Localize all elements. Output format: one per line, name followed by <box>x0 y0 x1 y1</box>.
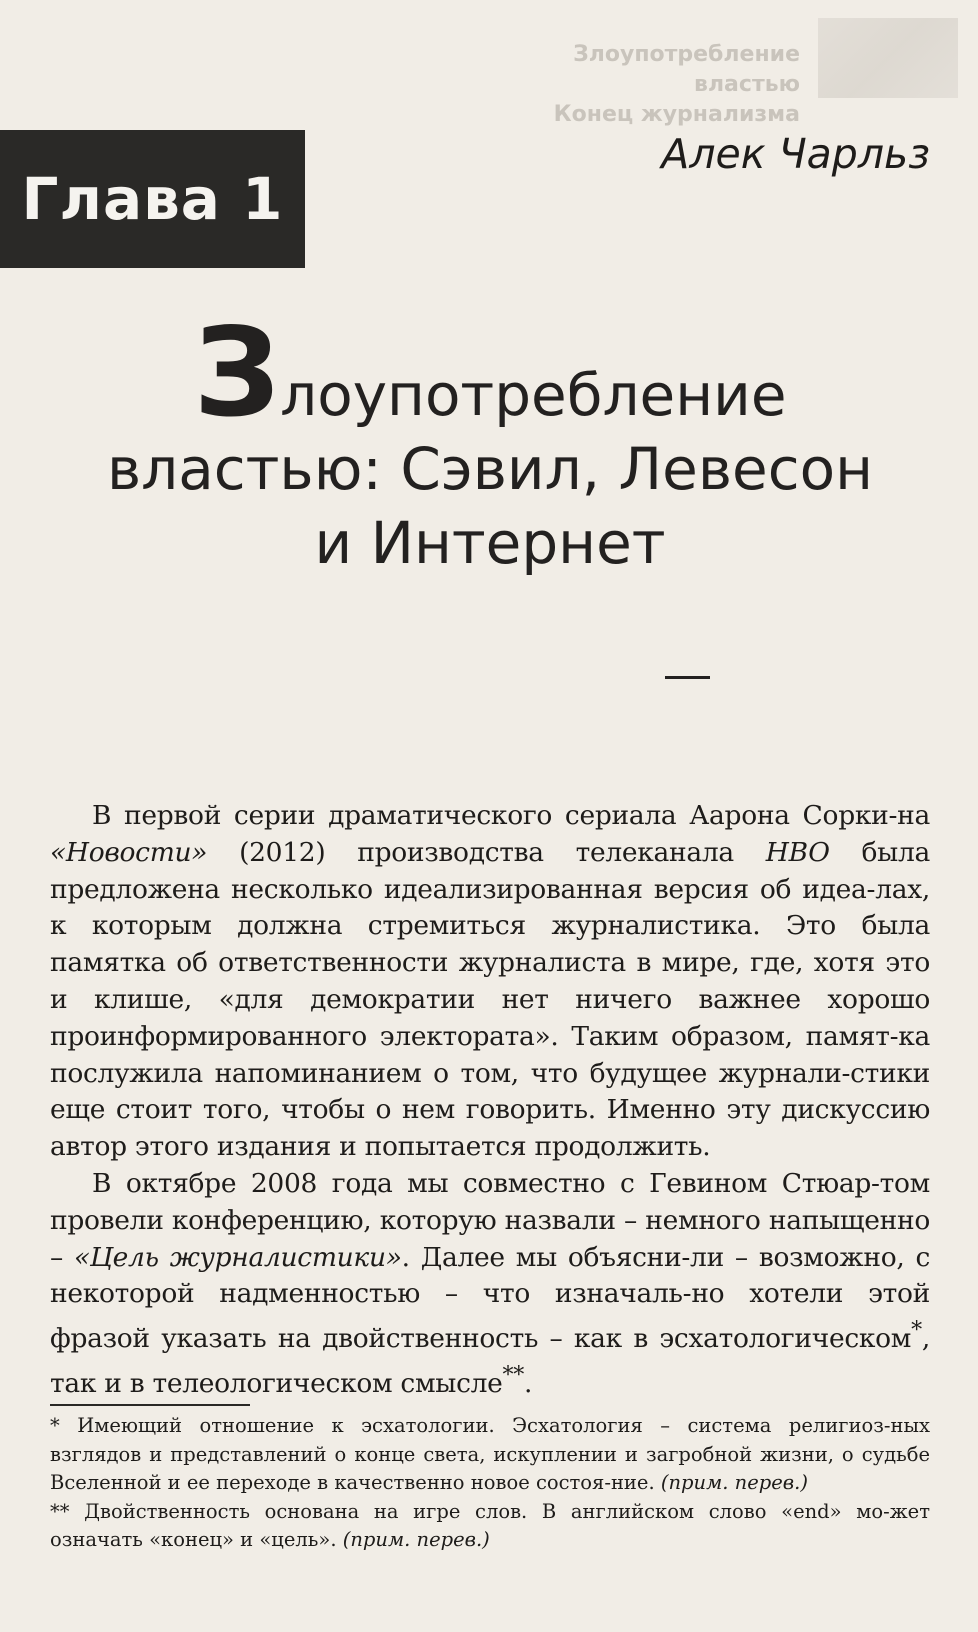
p1-italic-2: HBO <box>765 836 830 868</box>
footnote-1 <box>50 1412 930 1498</box>
title-line-2: властью: Сэвил, Левесон <box>106 435 874 503</box>
footnote-separator <box>50 1404 250 1406</box>
chapter-banner <box>0 130 305 268</box>
footnote-2 <box>50 1498 930 1555</box>
footnote-marker-2: ** <box>502 1362 525 1388</box>
p1-text-3: была предложена несколько идеализированная версия об идеа-лах, к которым должна стремиться журналистика. Это была памятка об ответственности журналиста в мире, где, хотя это и клише, «для демократии нет ничего важнее хорошо проинформированного электората». Таким образом, памят-ка послужила напоминанием о том, что будущее журнали-стики еще стоит того, чтобы о нем говорить. Именно эту дискуссию автор этого издания и попытается продолжить. <box>50 836 930 1163</box>
author-name: Алек Чарльз <box>661 130 930 178</box>
p2-text-3: , так и в телеологическом смысле <box>50 1322 930 1399</box>
p1-italic-1: «Новости» <box>50 836 208 868</box>
chapter-title <box>40 302 940 580</box>
title-line-1-rest: лоупотребление <box>280 361 787 429</box>
running-header-image <box>818 18 958 98</box>
title-line-3: и Интернет <box>314 509 666 577</box>
p1-text-2: (2012) производства телеканала <box>207 836 766 868</box>
running-header-line-2: Конец журнализма <box>553 102 800 127</box>
p2-text-1: В октябре 2008 года мы совместно с Гевином Стюар-том провели конференцию, которую назвали – немного напыщенно – <box>50 1167 930 1273</box>
running-header-line-1: Злоупотребление властью <box>573 42 800 97</box>
running-header <box>460 40 800 130</box>
title-dropcap: З <box>193 302 281 444</box>
footnotes <box>50 1412 930 1555</box>
footnote-2-text: ** Двойственность основана на игре слов. В английском слово «end» мо-жет означать «конец» и «цель». <box>50 1499 930 1551</box>
footnote-1-text: * Имеющий отношение к эсхатологии. Эсхатология – система религиоз-ных взглядов и представлений о конце света, искуплении и загробной жизни, о судьбе Вселенной и ее переходе в качественно новое состоя-ние. <box>50 1414 930 1494</box>
title-underline-rule <box>665 676 710 679</box>
p1-text-1: В первой серии драматического сериала Аарона Сорки-на <box>92 800 930 831</box>
footnote-1-note: (прим. перев.) <box>660 1471 808 1494</box>
p2-text-4: . <box>524 1367 533 1399</box>
p2-text-2: . Далее мы объясни-ли – возможно, с некоторой надменностью – что изначаль-но хотели этой фразой указать на двойственность – как в эсхатологическом <box>50 1241 930 1354</box>
footnote-marker-1: * <box>911 1318 922 1344</box>
paragraph-1 <box>50 798 930 1166</box>
paragraph-2 <box>50 1166 930 1402</box>
footnote-2-note: (прим. перев.) <box>342 1528 490 1551</box>
p2-italic-1: «Цель журналистики» <box>73 1241 402 1273</box>
body-text <box>50 798 930 1402</box>
chapter-label: Глава 1 <box>21 165 284 233</box>
title-line-1 <box>40 302 940 444</box>
